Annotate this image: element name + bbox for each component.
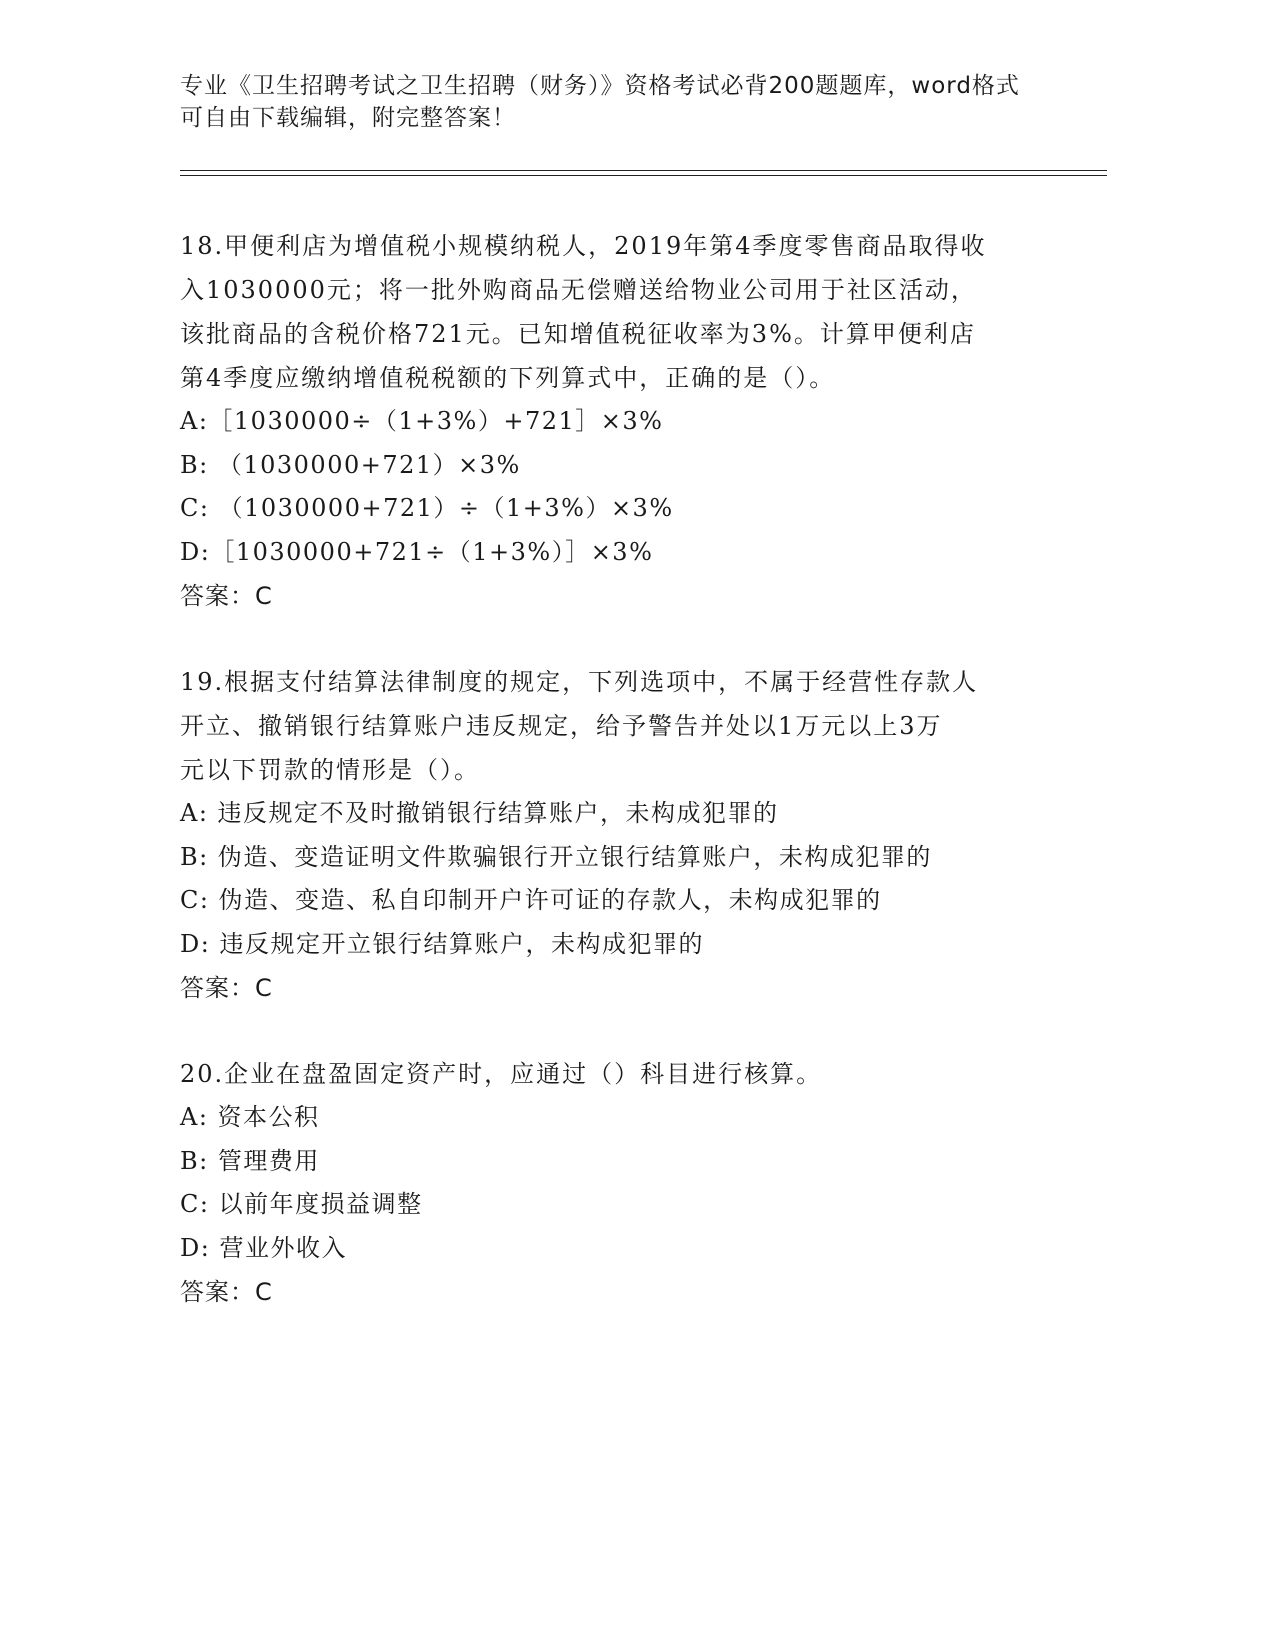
option-a: A:［1030000÷（1+3%）+721］×3% <box>180 407 664 435</box>
question-stem: 19.根据支付结算法律制度的规定，下列选项中，不属于经营性存款人 <box>180 668 979 696</box>
option-b: B: （1030000+721）×3% <box>180 450 521 479</box>
option-b: B: 伪造、变造证明文件欺骗银行开立银行结算账户，未构成犯罪的 <box>180 842 932 871</box>
question-stem: 18.甲便利店为增值税小规模纳税人，2019年第4季度零售商品取得收 <box>180 232 987 260</box>
question-stem: 第4季度应缴纳增值税税额的下列算式中，正确的是（）。 <box>180 364 836 392</box>
document-header <box>180 70 1080 134</box>
question-stem: 开立、撤销银行结算账户违反规定，给予警告并处以1万元以上3万 <box>180 712 943 740</box>
answer-line: 答案：C <box>180 974 273 1002</box>
option-b: B: 管理费用 <box>180 1146 320 1175</box>
option-a: A: 资本公积 <box>180 1103 320 1131</box>
question-stem: 元以下罚款的情形是（）。 <box>180 756 480 784</box>
answer-line: 答案：C <box>180 582 273 610</box>
header-line-1: 专业《卫生招聘考试之卫生招聘（财务）》资格考试必背200题题库，word格式 <box>180 73 1020 99</box>
header-divider-bottom <box>180 175 1107 176</box>
question-stem: 入1030000元；将一批外购商品无偿赠送给物业公司用于社区活动， <box>180 276 977 304</box>
header-divider-top <box>180 170 1107 171</box>
option-a: A: 违反规定不及时撤销银行结算账户，未构成犯罪的 <box>180 799 779 827</box>
option-d: D:［1030000+721÷（1+3%）］×3% <box>180 537 654 566</box>
question-20 <box>180 1052 1060 1314</box>
option-d: D: 违反规定开立银行结算账户，未构成犯罪的 <box>180 929 704 958</box>
question-stem: 20.企业在盘盈固定资产时，应通过（）科目进行核算。 <box>180 1060 823 1088</box>
option-c: C: 伪造、变造、私自印制开户许可证的存款人，未构成犯罪的 <box>180 886 882 914</box>
option-c: C: 以前年度损益调整 <box>180 1190 423 1218</box>
question-stem: 该批商品的含税价格721元。已知增值税征收率为3%。计算甲便利店 <box>180 320 976 348</box>
option-d: D: 营业外收入 <box>180 1233 347 1262</box>
question-19 <box>180 660 1060 1010</box>
option-c: C: （1030000+721）÷（1+3%）×3% <box>180 494 674 522</box>
answer-line: 答案：C <box>180 1278 273 1306</box>
header-line-2: 可自由下载编辑，附完整答案！ <box>180 105 516 131</box>
question-18 <box>180 224 1060 618</box>
